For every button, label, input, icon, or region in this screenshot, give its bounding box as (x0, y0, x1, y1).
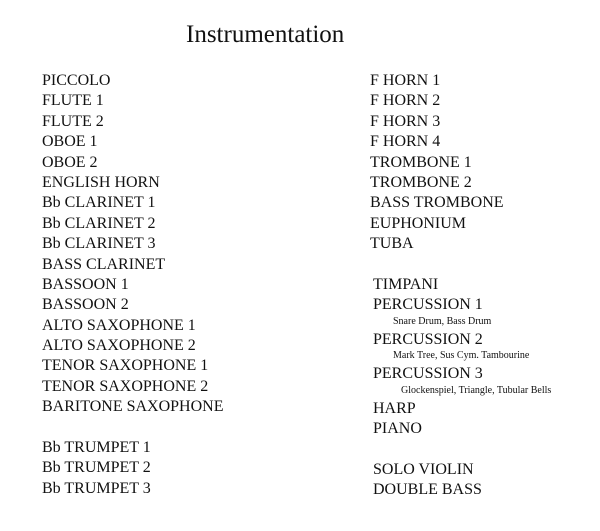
instrument-clarinet-2: Bb CLARINET 2 (42, 214, 156, 232)
section-spacer (42, 418, 224, 438)
percussion-1-note: Snare Drum, Bass Drum (393, 315, 492, 327)
instrument-harp: HARP (373, 399, 416, 417)
instrument-f-horn-4: F HORN 4 (370, 133, 441, 151)
instrument-flute-1: FLUTE 1 (42, 92, 104, 110)
instrument-alto-sax-2: ALTO SAXOPHONE 2 (42, 337, 196, 355)
percussion-3-note: Glockenspiel, Triangle, Tubular Bells (401, 384, 552, 396)
instrument-trumpet-2: Bb TRUMPET 2 (42, 459, 151, 477)
instrument-f-horn-3: F HORN 3 (370, 112, 441, 130)
instrument-f-horn-2: F HORN 2 (370, 92, 441, 110)
percussion-2-note: Mark Tree, Sus Cym. Tambourine (393, 350, 530, 362)
instrument-clarinet-3: Bb CLARINET 3 (42, 235, 156, 253)
page-title: Instrumentation (186, 21, 345, 48)
instrument-trumpet-3: Bb TRUMPET 3 (42, 479, 151, 497)
instrument-solo-violin: SOLO VIOLIN (373, 461, 474, 478)
instrument-piccolo: PICCOLO (42, 72, 111, 89)
percussion-3-group (373, 364, 551, 396)
instrument-double-bass: DOUBLE BASS (373, 481, 482, 499)
right-percussion-column (373, 275, 551, 439)
percussion-1-group (373, 295, 551, 327)
instrument-timpani: TIMPANI (373, 276, 439, 293)
instrument-tuba: TUBA (370, 235, 414, 253)
left-instrument-column (42, 71, 224, 499)
instrument-bass-clarinet: BASS CLARINET (42, 255, 166, 273)
instrument-bassoon-1: BASSOON 1 (42, 275, 129, 293)
instrument-trumpet-1: Bb TRUMPET 1 (42, 439, 151, 457)
instrument-euphonium: EUPHONIUM (370, 214, 466, 232)
instrument-alto-sax-1: ALTO SAXOPHONE 1 (42, 316, 196, 334)
instrument-percussion-3: PERCUSSION 3 (373, 365, 483, 383)
instrument-bassoon-2: BASSOON 2 (42, 296, 129, 314)
instrument-flute-2: FLUTE 2 (42, 112, 104, 130)
instrument-tenor-sax-1: TENOR SAXOPHONE 1 (42, 357, 209, 375)
instrument-trombone-1: TROMBONE 1 (370, 153, 472, 171)
instrument-oboe-2: OBOE 2 (42, 153, 98, 171)
instrument-clarinet-1: Bb CLARINET 1 (42, 194, 156, 212)
instrument-percussion-1: PERCUSSION 1 (373, 296, 483, 314)
percussion-2-group (373, 330, 551, 362)
instrument-trombone-2: TROMBONE 2 (370, 173, 472, 191)
right-strings-column (373, 460, 482, 501)
instrument-oboe-1: OBOE 1 (42, 133, 98, 151)
instrument-percussion-2: PERCUSSION 2 (373, 330, 483, 348)
instrument-f-horn-1: F HORN 1 (370, 72, 441, 89)
instrument-baritone-sax: BARITONE SAXOPHONE (42, 398, 224, 416)
instrument-piano: PIANO (373, 419, 422, 437)
instrument-bass-trombone: BASS TROMBONE (370, 194, 504, 212)
right-brass-column (370, 71, 504, 255)
instrument-tenor-sax-2: TENOR SAXOPHONE 2 (42, 377, 209, 395)
instrument-english-horn: ENGLISH HORN (42, 173, 160, 191)
